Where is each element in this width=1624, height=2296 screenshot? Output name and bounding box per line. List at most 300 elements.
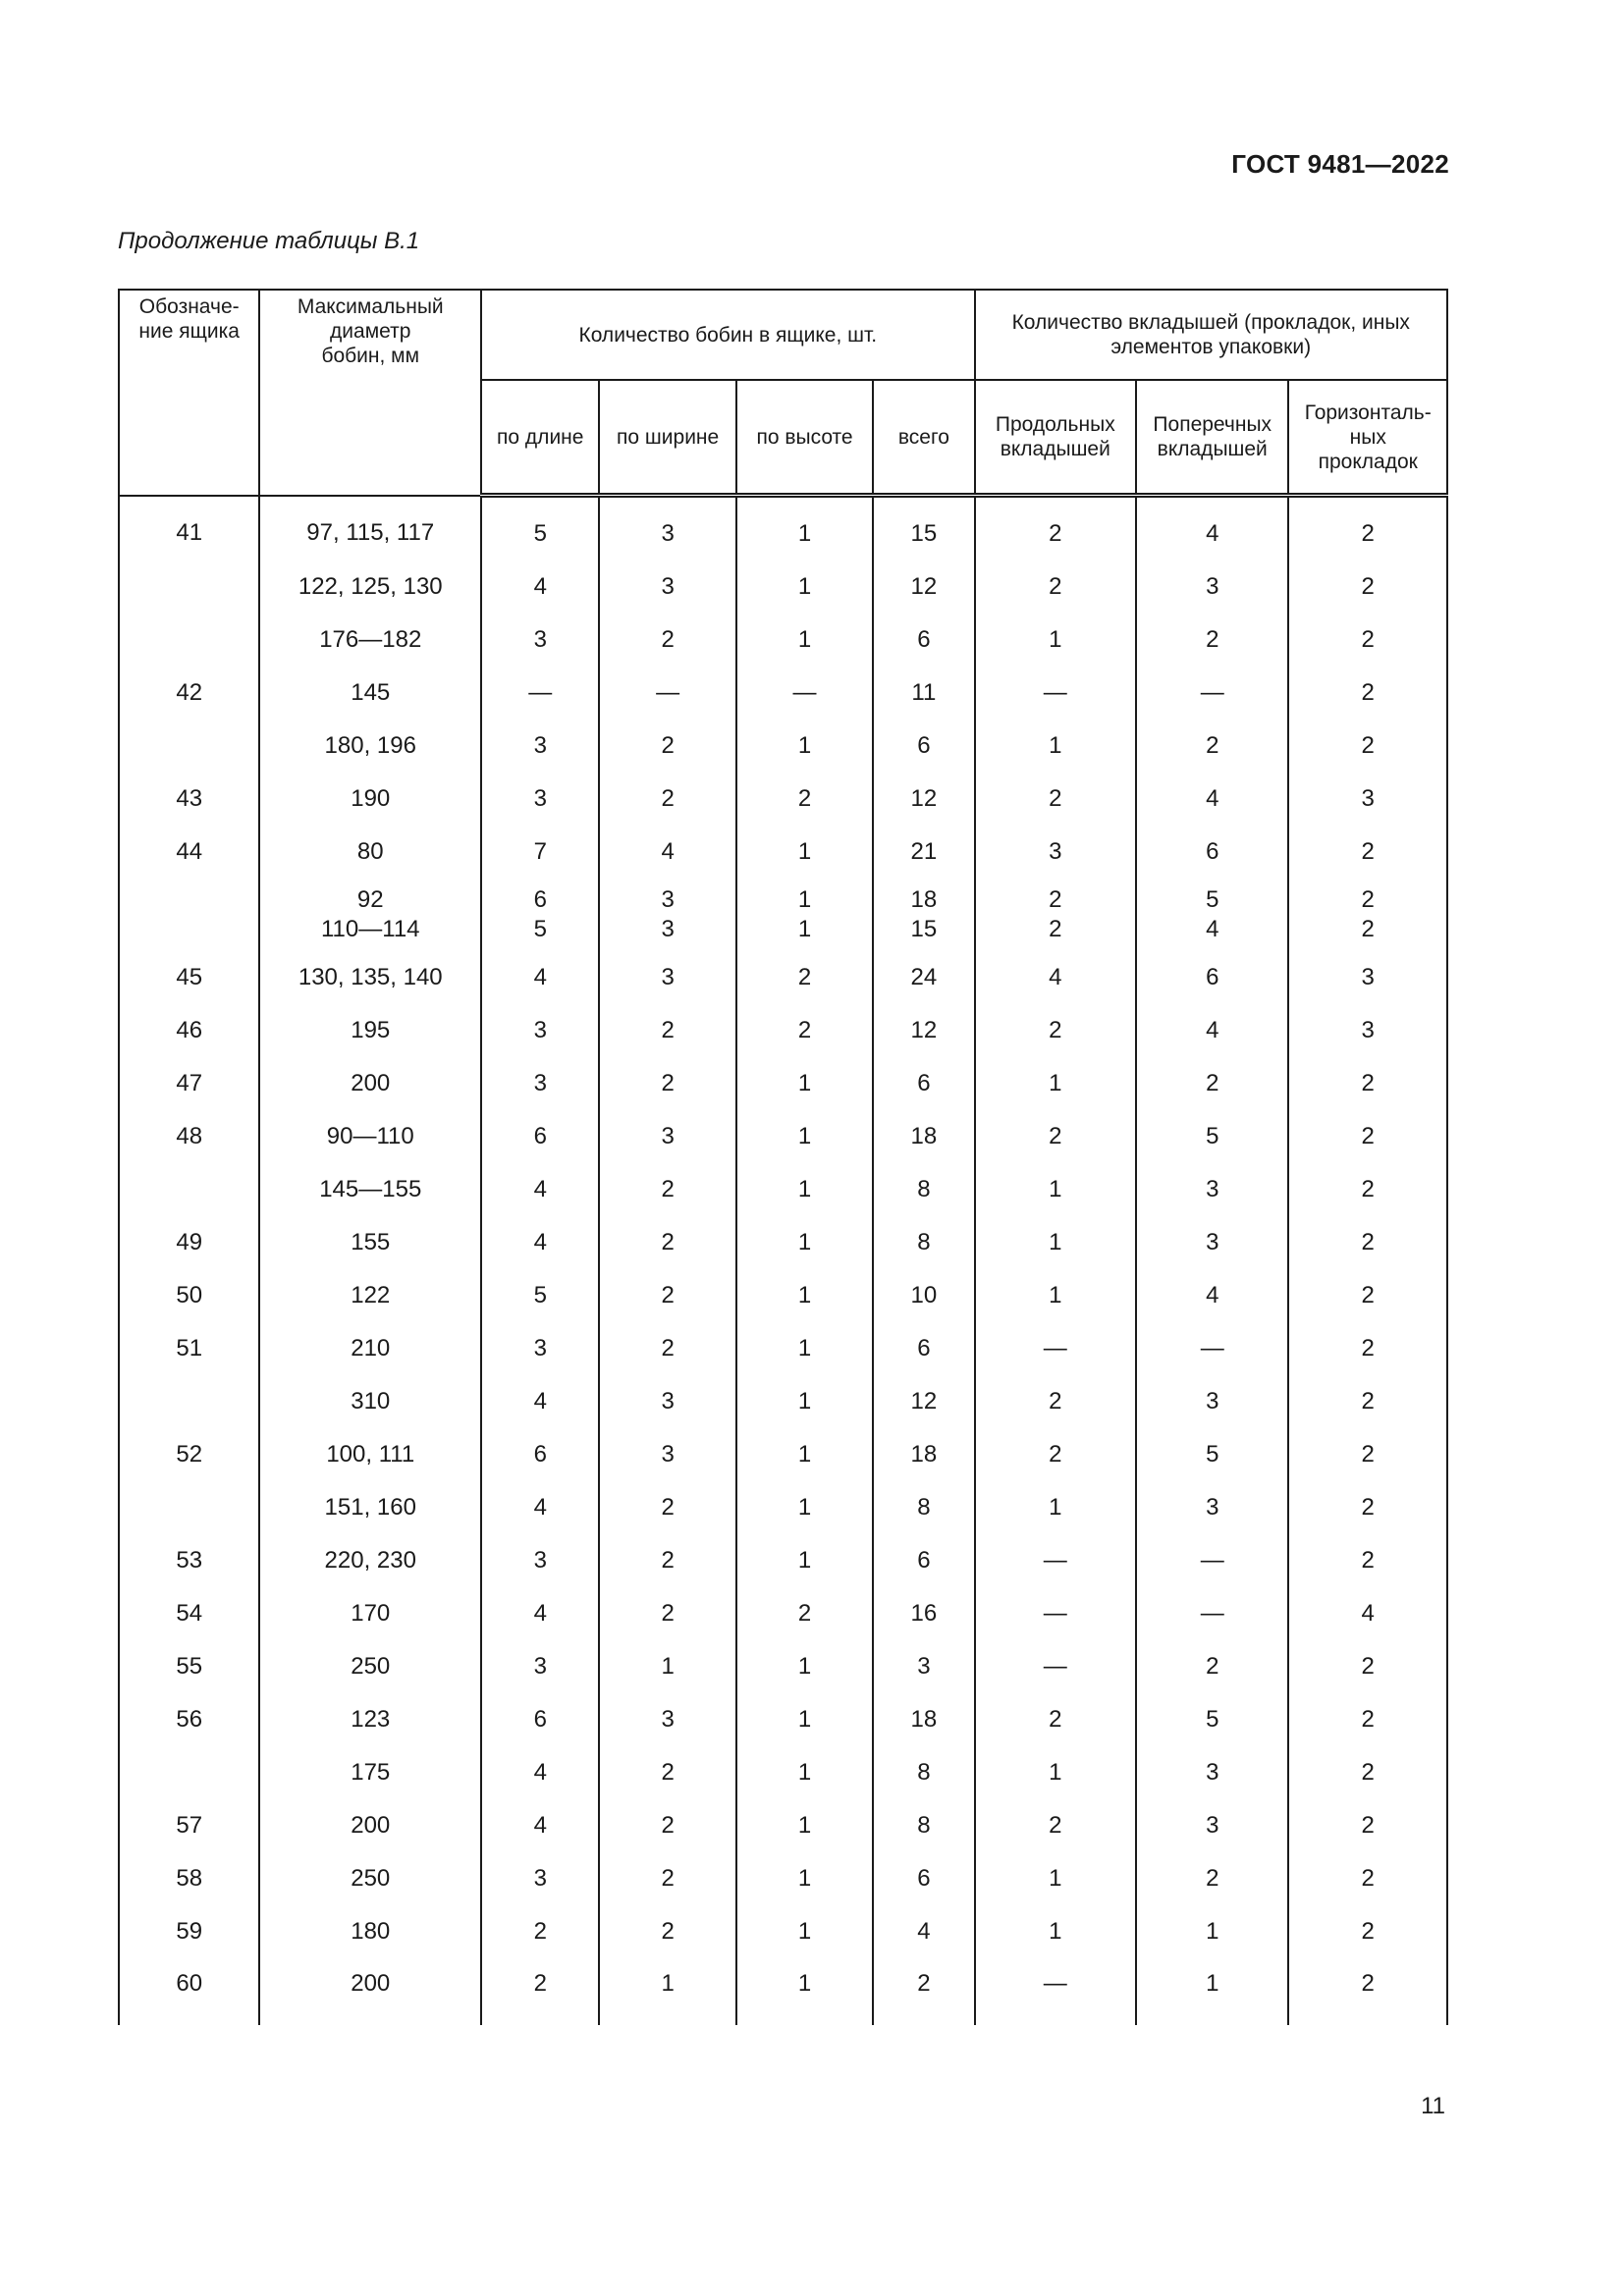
header-line: бобин, мм [321, 345, 420, 367]
cell-total: 18 [873, 1110, 974, 1163]
cell-transverse: 2 [1136, 1852, 1288, 1905]
cell-by-length: 4 [481, 1587, 599, 1640]
cell-longitudinal: 2 [975, 773, 1136, 826]
header-diameter-text [266, 294, 474, 368]
cell-horizontal: 2 [1288, 1216, 1447, 1269]
cell-total: 8 [873, 1163, 974, 1216]
cell-diameter [259, 879, 481, 951]
cell-transverse: 4 [1136, 773, 1288, 826]
cell-horizontal: 2 [1288, 496, 1447, 561]
cell-by-width: 3 [599, 951, 735, 1004]
header-insert-group-text [982, 310, 1440, 359]
cell-by-width: 2 [599, 1057, 735, 1110]
cell-transverse: 4 [1136, 1269, 1288, 1322]
header-longitudinal-inserts [975, 380, 1136, 496]
cell-longitudinal: 2 [975, 1428, 1136, 1481]
cell-by-length [481, 879, 599, 951]
cell-by-length: 5 [481, 496, 599, 561]
header-line: вкладышей [1000, 438, 1110, 460]
cell-box-designation: 41 [119, 496, 259, 561]
cell-longitudinal: — [975, 1640, 1136, 1693]
cell-by-height: 1 [736, 496, 873, 561]
cell-horizontal: 2 [1288, 1322, 1447, 1375]
cell-box-designation: 46 [119, 1004, 259, 1057]
cell-box-designation: 51 [119, 1322, 259, 1375]
table-row [119, 951, 1447, 1004]
page-number: 11 [1421, 2093, 1445, 2119]
cell-total: 18 [873, 1428, 974, 1481]
cell-diameter: 250 [259, 1852, 481, 1905]
header-horizontal-text [1295, 400, 1440, 474]
cell-horizontal: 2 [1288, 1481, 1447, 1534]
table-row [119, 667, 1447, 720]
cell-diameter: 145 [259, 667, 481, 720]
table-row [119, 496, 1447, 561]
cell-by-width: 3 [599, 1375, 735, 1428]
cell-by-height: 1 [736, 1905, 873, 1958]
cell-horizontal: 2 [1288, 561, 1447, 614]
cell-transverse: 1 [1136, 1958, 1288, 2025]
cell-by-height: 1 [736, 1693, 873, 1746]
cell-total: 12 [873, 1375, 974, 1428]
table-row [119, 1852, 1447, 1905]
cell-by-height: 2 [736, 773, 873, 826]
cell-box-designation [119, 1746, 259, 1799]
cell-diameter: 100, 111 [259, 1428, 481, 1481]
cell-transverse: — [1136, 1587, 1288, 1640]
cell-by-height: 1 [736, 1057, 873, 1110]
header-total: всего [873, 380, 974, 496]
cell-transverse: 3 [1136, 561, 1288, 614]
cell-by-length: 2 [481, 1958, 599, 2025]
cell-by-width: 2 [599, 1269, 735, 1322]
cell-by-height: 1 [736, 1640, 873, 1693]
cell-by-width: 2 [599, 614, 735, 667]
cell-by-width: 4 [599, 826, 735, 879]
cell-longitudinal: 1 [975, 720, 1136, 773]
cell-value: 6 [533, 886, 547, 913]
table-row [119, 1004, 1447, 1057]
cell-by-height: 1 [736, 1534, 873, 1587]
cell-transverse: 2 [1136, 720, 1288, 773]
header-bobbin-count-group: Количество бобин в ящике, шт. [481, 290, 974, 380]
cell-by-height: 1 [736, 1269, 873, 1322]
cell-total: 21 [873, 826, 974, 879]
cell-box-designation: 43 [119, 773, 259, 826]
cell-box-designation [119, 720, 259, 773]
cell-total: 8 [873, 1216, 974, 1269]
cell-longitudinal: 2 [975, 1693, 1136, 1746]
cell-diameter: 122 [259, 1269, 481, 1322]
header-line: Поперечных [1153, 413, 1272, 436]
cell-by-height: 1 [736, 1163, 873, 1216]
cell-transverse: 4 [1136, 496, 1288, 561]
header-insert-count-group [975, 290, 1447, 380]
cell-horizontal: 2 [1288, 1110, 1447, 1163]
cell-box-designation: 60 [119, 1958, 259, 2025]
table-row [119, 1693, 1447, 1746]
cell-total: 24 [873, 951, 974, 1004]
cell-longitudinal: — [975, 1587, 1136, 1640]
cell-longitudinal: — [975, 1958, 1136, 2025]
table-row [119, 879, 1447, 951]
cell-box-designation: 50 [119, 1269, 259, 1322]
cell-total: 8 [873, 1746, 974, 1799]
cell-by-length: 5 [481, 1269, 599, 1322]
cell-diameter: 97, 115, 117 [259, 496, 481, 561]
cell-transverse: 3 [1136, 1799, 1288, 1852]
cell-longitudinal: 4 [975, 951, 1136, 1004]
table-row [119, 1110, 1447, 1163]
cell-by-length: — [481, 667, 599, 720]
cell-longitudinal: 1 [975, 1163, 1136, 1216]
cell-horizontal: 2 [1288, 1534, 1447, 1587]
cell-total: 4 [873, 1905, 974, 1958]
cell-horizontal: 3 [1288, 1004, 1447, 1057]
cell-diameter: 122, 125, 130 [259, 561, 481, 614]
cell-by-height: 1 [736, 1216, 873, 1269]
cell-diameter: 250 [259, 1640, 481, 1693]
table-row [119, 1481, 1447, 1534]
cell-horizontal: 2 [1288, 1799, 1447, 1852]
header-box-designation [119, 290, 259, 496]
cell-transverse: 2 [1136, 1057, 1288, 1110]
table-row [119, 720, 1447, 773]
cell-total: 12 [873, 773, 974, 826]
cell-value: 15 [910, 916, 938, 942]
table-row [119, 1163, 1447, 1216]
cell-diameter: 180 [259, 1905, 481, 1958]
header-line: Количество вкладышей (прокладок, иных [1011, 311, 1410, 334]
cell-by-width: — [599, 667, 735, 720]
cell-horizontal: 4 [1288, 1587, 1447, 1640]
table-row [119, 1746, 1447, 1799]
cell-longitudinal: 2 [975, 496, 1136, 561]
cell-transverse: 6 [1136, 826, 1288, 879]
cell-total: 10 [873, 1269, 974, 1322]
document-code: ГОСТ 9481—2022 [1231, 149, 1449, 179]
cell-horizontal: 2 [1288, 720, 1447, 773]
table-row [119, 1428, 1447, 1481]
cell-by-width: 3 [599, 1110, 735, 1163]
cell-longitudinal: 1 [975, 1269, 1136, 1322]
cell-box-designation [119, 879, 259, 951]
table-row [119, 1958, 1447, 2025]
cell-horizontal: 2 [1288, 1693, 1447, 1746]
cell-value: 2 [1361, 916, 1375, 942]
header-line: Горизонталь- [1304, 400, 1432, 424]
cell-by-height: 1 [736, 1852, 873, 1905]
cell-longitudinal: — [975, 1322, 1136, 1375]
table-row [119, 1587, 1447, 1640]
header-horizontal-pads [1288, 380, 1447, 496]
header-line: Продольных [995, 413, 1115, 436]
cell-value: 5 [1206, 886, 1219, 913]
cell-by-width: 1 [599, 1640, 735, 1693]
cell-box-designation: 54 [119, 1587, 259, 1640]
cell-diameter: 200 [259, 1799, 481, 1852]
cell-value: 92 [356, 886, 384, 913]
cell-total: 2 [873, 1958, 974, 2025]
cell-transverse: 3 [1136, 1481, 1288, 1534]
header-line: Обозначе- [138, 295, 240, 318]
cell-box-designation: 58 [119, 1852, 259, 1905]
cell-by-height: 1 [736, 1799, 873, 1852]
cell-total: 3 [873, 1640, 974, 1693]
cell-by-height: 1 [736, 1746, 873, 1799]
header-by-height: по высоте [736, 380, 873, 496]
cell-by-width: 3 [599, 496, 735, 561]
cell-by-width: 2 [599, 1216, 735, 1269]
cell-value: 2 [1049, 916, 1062, 942]
cell-horizontal: 2 [1288, 826, 1447, 879]
cell-transverse: 1 [1136, 1905, 1288, 1958]
table-body [119, 496, 1447, 2026]
cell-value: 2 [1361, 886, 1375, 913]
table-header [119, 290, 1447, 496]
cell-by-width: 2 [599, 1534, 735, 1587]
cell-transverse: 3 [1136, 1163, 1288, 1216]
table-row [119, 561, 1447, 614]
cell-by-length: 4 [481, 1799, 599, 1852]
cell-by-width: 3 [599, 561, 735, 614]
cell-by-height: 1 [736, 720, 873, 773]
cell-total: 6 [873, 1852, 974, 1905]
cell-box-designation: 59 [119, 1905, 259, 1958]
cell-by-length: 3 [481, 1640, 599, 1693]
cell-value: 3 [661, 886, 675, 913]
cell-transverse: — [1136, 1322, 1288, 1375]
cell-total: 8 [873, 1481, 974, 1534]
cell-transverse: 5 [1136, 1428, 1288, 1481]
cell-total: 16 [873, 1587, 974, 1640]
cell-by-height: 1 [736, 1322, 873, 1375]
cell-diameter: 200 [259, 1958, 481, 2025]
cell-horizontal: 2 [1288, 1958, 1447, 2025]
cell-by-height: 1 [736, 561, 873, 614]
cell-transverse: 4 [1136, 1004, 1288, 1057]
cell-by-length: 3 [481, 1322, 599, 1375]
cell-longitudinal: 3 [975, 826, 1136, 879]
cell-longitudinal: 2 [975, 561, 1136, 614]
cell-box-designation: 42 [119, 667, 259, 720]
cell-diameter: 180, 196 [259, 720, 481, 773]
cell-box-designation: 57 [119, 1799, 259, 1852]
cell-box-designation: 48 [119, 1110, 259, 1163]
cell-horizontal: 2 [1288, 1269, 1447, 1322]
cell-by-height: 1 [736, 1958, 873, 2025]
cell-longitudinal: 1 [975, 614, 1136, 667]
cell-by-length: 4 [481, 951, 599, 1004]
cell-horizontal: 3 [1288, 773, 1447, 826]
cell-by-height: 1 [736, 826, 873, 879]
cell-total: 15 [873, 496, 974, 561]
cell-longitudinal: 2 [975, 1375, 1136, 1428]
cell-longitudinal: 2 [975, 1110, 1136, 1163]
cell-diameter: 210 [259, 1322, 481, 1375]
cell-total: 12 [873, 1004, 974, 1057]
cell-transverse: 5 [1136, 1110, 1288, 1163]
cell-by-length: 4 [481, 1375, 599, 1428]
cell-horizontal: 2 [1288, 1375, 1447, 1428]
cell-value: 110—114 [320, 916, 420, 942]
cell-by-length: 3 [481, 720, 599, 773]
cell-by-width: 2 [599, 1852, 735, 1905]
cell-total: 6 [873, 1057, 974, 1110]
cell-longitudinal: 1 [975, 1057, 1136, 1110]
cell-by-height: 1 [736, 614, 873, 667]
header-line: ных [1349, 425, 1386, 449]
header-transverse-text [1143, 412, 1281, 461]
cell-horizontal: 2 [1288, 1746, 1447, 1799]
cell-box-designation: 53 [119, 1534, 259, 1587]
cell-horizontal: 2 [1288, 1852, 1447, 1905]
table-row [119, 1322, 1447, 1375]
cell-box-designation: 56 [119, 1693, 259, 1746]
cell-by-width: 2 [599, 1163, 735, 1216]
cell-by-length: 2 [481, 1905, 599, 1958]
cell-diameter: 145—155 [259, 1163, 481, 1216]
cell-by-length: 6 [481, 1693, 599, 1746]
cell-box-designation: 55 [119, 1640, 259, 1693]
header-max-diameter [259, 290, 481, 496]
cell-diameter: 80 [259, 826, 481, 879]
cell-transverse: — [1136, 667, 1288, 720]
header-line: вкладышей [1157, 438, 1268, 460]
cell-by-width: 2 [599, 773, 735, 826]
cell-by-width: 2 [599, 1799, 735, 1852]
cell-diameter: 123 [259, 1693, 481, 1746]
cell-transverse: — [1136, 1534, 1288, 1587]
cell-by-length: 7 [481, 826, 599, 879]
cell-value: 1 [797, 886, 812, 913]
cell-total: 6 [873, 720, 974, 773]
cell-horizontal: 3 [1288, 951, 1447, 1004]
cell-total [873, 879, 974, 951]
bobbin-packing-table [118, 289, 1448, 2025]
cell-longitudinal: 1 [975, 1905, 1136, 1958]
table-row [119, 1216, 1447, 1269]
cell-diameter: 195 [259, 1004, 481, 1057]
cell-horizontal: 2 [1288, 1057, 1447, 1110]
cell-by-width: 2 [599, 1004, 735, 1057]
table-row [119, 1640, 1447, 1693]
cell-total: 6 [873, 1322, 974, 1375]
cell-value: 1 [797, 916, 812, 942]
cell-by-height: 2 [736, 1587, 873, 1640]
cell-total: 18 [873, 1693, 974, 1746]
cell-longitudinal: 1 [975, 1852, 1136, 1905]
cell-value: 4 [1206, 916, 1219, 942]
cell-total: 8 [873, 1799, 974, 1852]
cell-by-length: 6 [481, 1110, 599, 1163]
cell-transverse: 3 [1136, 1375, 1288, 1428]
cell-by-width: 2 [599, 1481, 735, 1534]
cell-longitudinal: 1 [975, 1481, 1136, 1534]
cell-by-height: 2 [736, 1004, 873, 1057]
cell-by-length: 3 [481, 1057, 599, 1110]
table-row [119, 1269, 1447, 1322]
cell-horizontal: 2 [1288, 667, 1447, 720]
cell-longitudinal [975, 879, 1136, 951]
cell-horizontal: 2 [1288, 1428, 1447, 1481]
cell-value: 5 [533, 916, 547, 942]
cell-total: 11 [873, 667, 974, 720]
cell-longitudinal: 1 [975, 1746, 1136, 1799]
cell-total: 6 [873, 614, 974, 667]
cell-by-width: 2 [599, 1905, 735, 1958]
cell-diameter: 170 [259, 1587, 481, 1640]
cell-transverse [1136, 879, 1288, 951]
cell-by-height: 1 [736, 1481, 873, 1534]
cell-by-length: 4 [481, 1746, 599, 1799]
cell-by-length: 4 [481, 1216, 599, 1269]
cell-total: 12 [873, 561, 974, 614]
cell-longitudinal: — [975, 1534, 1136, 1587]
cell-transverse: 3 [1136, 1746, 1288, 1799]
cell-by-height: 1 [736, 1110, 873, 1163]
cell-box-designation [119, 561, 259, 614]
cell-transverse: 3 [1136, 1216, 1288, 1269]
cell-by-length: 4 [481, 561, 599, 614]
cell-box-designation: 44 [119, 826, 259, 879]
cell-by-height: 1 [736, 1375, 873, 1428]
cell-box-designation [119, 614, 259, 667]
header-by-width: по ширине [599, 380, 735, 496]
cell-by-height [736, 879, 873, 951]
header-longitudinal-text [982, 412, 1129, 461]
header-line: прокладок [1318, 450, 1418, 473]
cell-horizontal: 2 [1288, 1163, 1447, 1216]
cell-by-height: — [736, 667, 873, 720]
cell-value: 18 [910, 886, 938, 913]
cell-value: 2 [1049, 886, 1062, 913]
cell-diameter: 310 [259, 1375, 481, 1428]
cell-horizontal [1288, 879, 1447, 951]
cell-horizontal: 2 [1288, 1905, 1447, 1958]
cell-by-width: 2 [599, 1746, 735, 1799]
cell-diameter: 130, 135, 140 [259, 951, 481, 1004]
cell-box-designation [119, 1163, 259, 1216]
header-by-length: по длине [481, 380, 599, 496]
cell-longitudinal: 1 [975, 1216, 1136, 1269]
cell-diameter: 155 [259, 1216, 481, 1269]
cell-diameter: 175 [259, 1746, 481, 1799]
cell-diameter: 190 [259, 773, 481, 826]
cell-box-designation [119, 1375, 259, 1428]
cell-box-designation: 47 [119, 1057, 259, 1110]
cell-by-length: 3 [481, 773, 599, 826]
cell-by-length: 3 [481, 1534, 599, 1587]
table-row [119, 826, 1447, 879]
cell-transverse: 6 [1136, 951, 1288, 1004]
cell-by-length: 3 [481, 614, 599, 667]
table-row [119, 1905, 1447, 1958]
cell-diameter: 176—182 [259, 614, 481, 667]
header-line: Максимальный [297, 295, 444, 318]
cell-by-length: 4 [481, 1163, 599, 1216]
cell-diameter: 220, 230 [259, 1534, 481, 1587]
table-row [119, 1375, 1447, 1428]
header-line: ние ящика [138, 320, 240, 343]
cell-horizontal: 2 [1288, 614, 1447, 667]
table-row [119, 614, 1447, 667]
cell-value: 3 [661, 916, 675, 942]
cell-transverse: 5 [1136, 1693, 1288, 1746]
cell-by-width: 1 [599, 1958, 735, 2025]
cell-diameter: 90—110 [259, 1110, 481, 1163]
cell-total: 6 [873, 1534, 974, 1587]
